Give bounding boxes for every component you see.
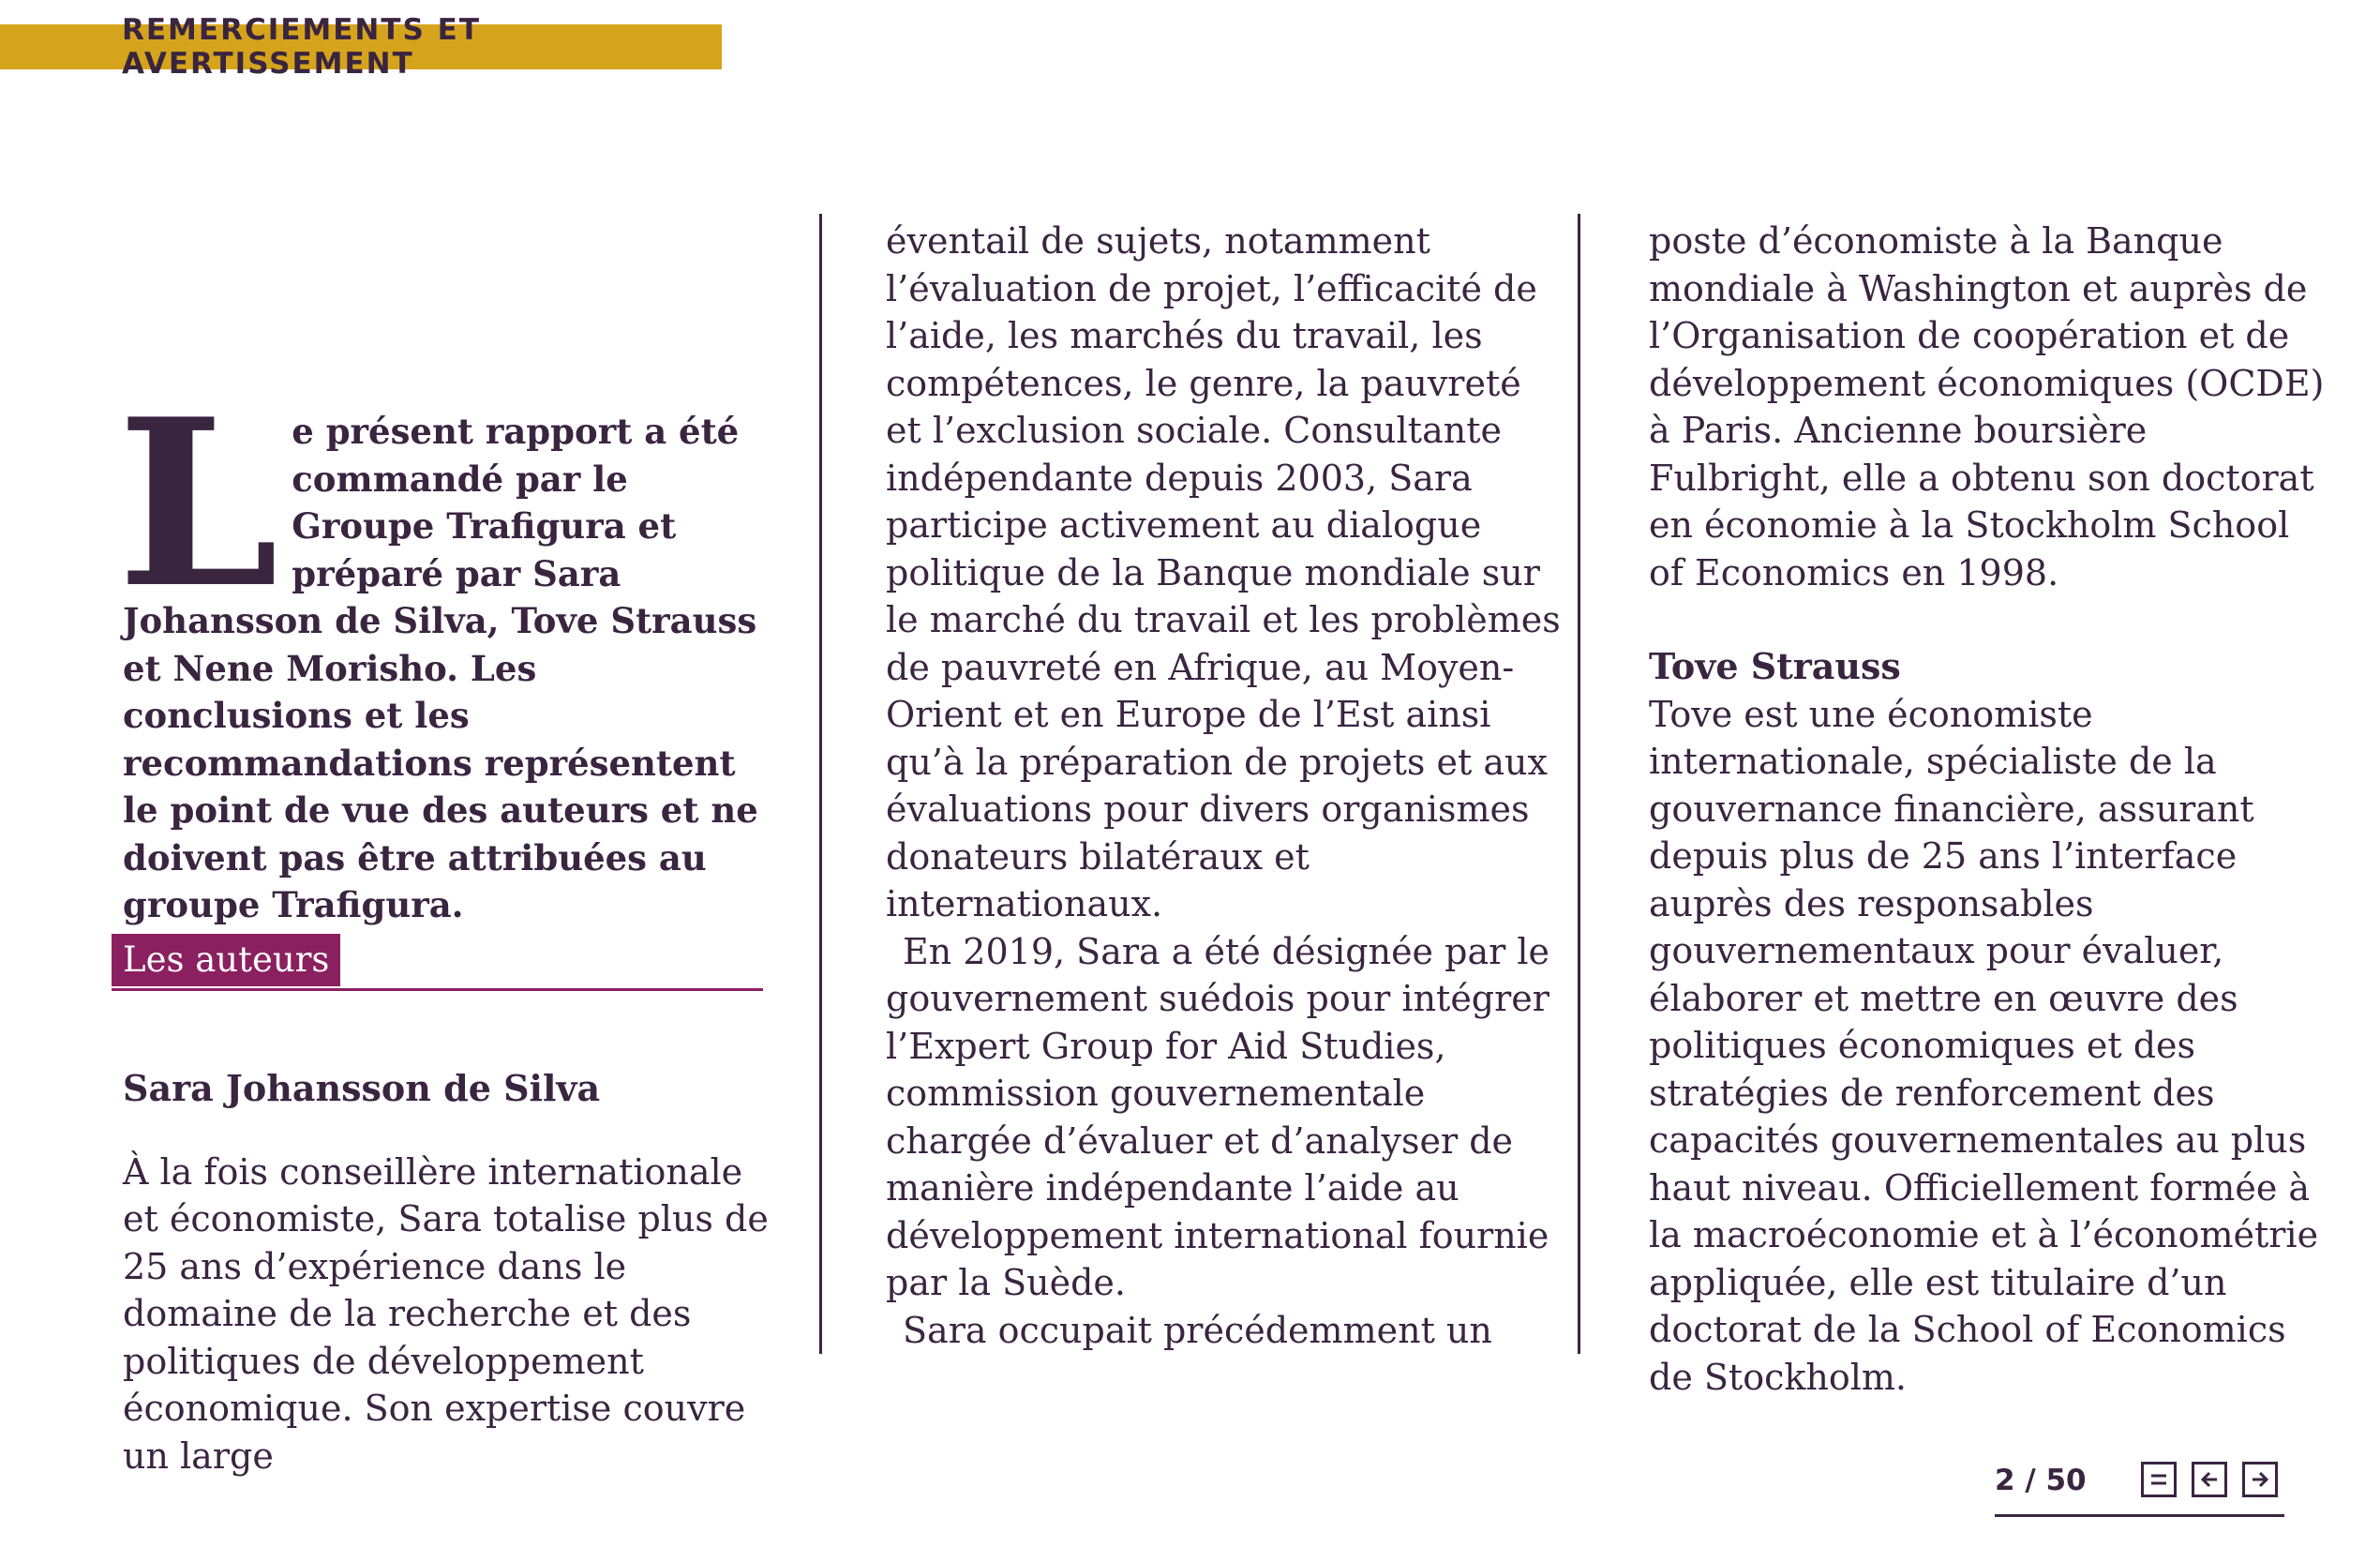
spacer [1649,596,2333,643]
author-bio-sara-part2: éventail de sujets, notamment l’évaluation de projet, l’efficacité de l’aide, les marchés du travail, les compétences, le genre, la pauvreté et l’exclusion sociale. Consultante indépendante depuis 2003, Sara participe activement au dialogue politique de la Banque mondiale sur le marché du travail et les problèmes de pauvreté en Afrique, au Moyen-Orient et en Europe de l’Est ainsi qu’à la préparation de projets et aux évaluations pour divers organismes donateurs bilatéraux et internationaux. [886,220,1561,924]
column-divider-2 [1578,214,1580,1354]
author-bio-sara-part5: poste d’économiste à la Banque mondiale à Washington et auprès de l’Organisation de coopération et de développement économiques (OCDE) à Paris. Ancienne boursière Fulbright, elle a obtenu son doctorat en économie à la Stockholm School of Economics en 1998. [1649,220,2325,593]
page-navigation [2141,1462,2278,1497]
author-bio-sara-part1: À la fois conseillère internationale et économiste, Sara totalise plus de 25 ans d’expérience dans le domaine de la recherche et des politiques de développement économique. Son expertise couvre un large [123,1150,769,1477]
author-bio-sara-part4: Sara occupait précédemment un [903,1309,1492,1351]
column-3 [1649,218,2333,1401]
author-bio-tove: Tove est une économiste internationale, spécialiste de la gouvernance financière, assurant depuis plus de 25 ans l’interface auprès des responsables gouvernementaux pour évaluer, élaborer et mettre en œuvre des politiques économiques et des stratégies de renforcement des capacités gouvernementales au plus haut niveau. Officiellement formée à la macroéconomie et à l’économétrie appliquée, elle est titulaire d’un doctorat de la School of Economics de Stockholm. [1649,693,2319,1398]
section-title: REMERCIEMENTS ET AVERTISSEMENT [122,13,481,81]
intro-paragraph [117,368,770,929]
author-bio-sara-part3: En 2019, Sara a été désignée par le gouvernement suédois pour intégrer l’Expert Group for Aid Studies, commission gouvernementale chargée d’évaluer et d’analyser de manière indépendante l’aide au développement international fournie par la Suède. [886,930,1549,1303]
author-sara-col1 [123,1029,770,1515]
column-divider-1 [819,214,822,1354]
column-2 [886,218,1561,1354]
drop-cap: L [117,368,279,638]
authors-section-header [112,934,763,991]
authors-label: Les auteurs [112,934,340,986]
page-footer [1995,1458,2284,1517]
author-name-sara: Sara Johansson de Silva [123,1067,601,1109]
author-name-tove: Tove Strauss [1649,645,1901,687]
page-number: 2 / 50 [1995,1464,2087,1497]
intro-text: e présent rapport a été commandé par le Groupe Trafigura et préparé par Sara Johansson de Silva, Tove Strauss et Nene Morisho. Les conclusions et les recommandations représentent le point de vue des auteurs et ne doivent pas être attribuées au groupe Trafigura. [123,411,758,925]
menu-icon[interactable] [2141,1462,2177,1497]
arrow-left-icon[interactable] [2192,1462,2227,1497]
arrow-right-icon[interactable] [2242,1462,2278,1497]
section-header-tab [0,13,722,81]
